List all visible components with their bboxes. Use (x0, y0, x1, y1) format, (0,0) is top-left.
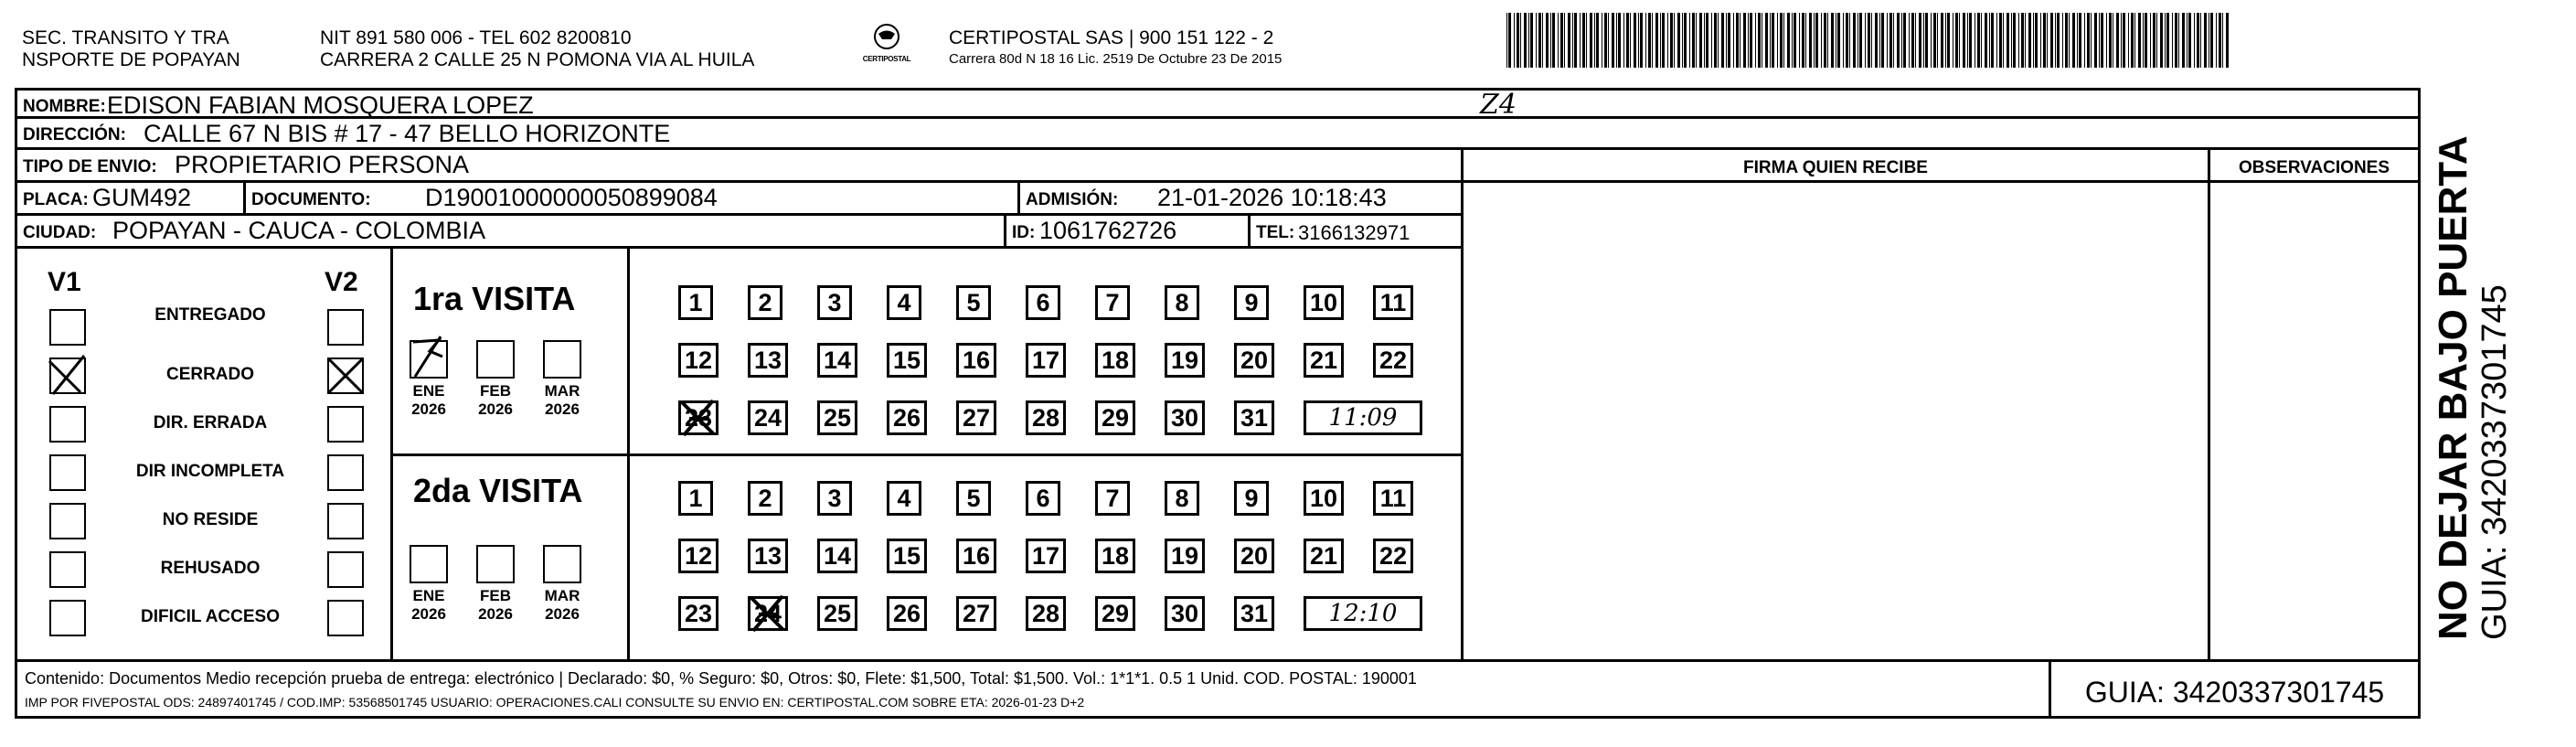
tipo-label: TIPO DE ENVIO: (23, 157, 157, 176)
day-box[interactable]: 24 (748, 400, 788, 435)
day-box[interactable]: 27 (956, 400, 996, 435)
v1-cerrado-mark (44, 352, 90, 398)
day-box[interactable]: 11 (1373, 481, 1413, 516)
day-box[interactable]: 23 (678, 400, 719, 435)
status-label: ENTREGADO (154, 305, 266, 325)
v1-checkbox[interactable] (49, 454, 86, 491)
day-box[interactable]: 20 (1234, 343, 1274, 378)
direccion-label: DIRECCIÓN: (23, 125, 126, 144)
day-box[interactable]: 12 (678, 539, 719, 573)
day-box[interactable]: 1 (678, 285, 713, 320)
v1-checkbox[interactable] (49, 309, 86, 346)
month-name: FEB (480, 587, 511, 604)
day-box[interactable]: 18 (1095, 343, 1135, 378)
day-box[interactable]: 11 (1373, 285, 1413, 320)
tipo-row (15, 150, 1464, 183)
month-name: ENE (412, 587, 445, 604)
v1-label: V1 (48, 267, 81, 297)
day-box[interactable]: 30 (1165, 400, 1205, 435)
day-box[interactable]: 2 (748, 481, 782, 516)
month-name: MAR (544, 587, 580, 604)
certipostal-logo (855, 22, 919, 68)
day-box[interactable]: 10 (1304, 285, 1344, 320)
month-label (468, 587, 523, 624)
month-checkbox[interactable] (410, 545, 448, 583)
placa-value: GUM492 (92, 184, 192, 211)
direccion-value: CALLE 67 N BIS # 17 - 47 BELLO HORIZONTE (144, 120, 671, 147)
v2-cerrado-mark (327, 357, 364, 394)
logo-text: CERTIPOSTAL (862, 55, 911, 63)
month-checkbox[interactable] (476, 340, 515, 379)
direccion-row (15, 119, 2421, 150)
day-box[interactable]: 28 (1026, 596, 1066, 631)
day-box[interactable]: 22 (1373, 539, 1413, 573)
firma-header (1461, 150, 2210, 183)
day-box[interactable]: 31 (1234, 400, 1274, 435)
day-box[interactable]: 29 (1095, 400, 1135, 435)
day-box[interactable]: 25 (817, 400, 857, 435)
day-box[interactable]: 17 (1026, 343, 1066, 378)
v2-checkbox[interactable] (327, 503, 364, 539)
v2-checkbox[interactable] (327, 454, 364, 491)
visit1-title: 1ra VISITA (413, 280, 576, 317)
side-guia: GUIA: 3420337301745 (2475, 284, 2514, 640)
observaciones-header (2208, 150, 2421, 183)
carrier-line-2: Carrera 80d N 18 16 Lic. 2519 De Octubre 23 De 2015 (949, 51, 1283, 67)
month-label (401, 382, 456, 419)
day-box[interactable]: 15 (887, 539, 927, 573)
day-box[interactable]: 19 (1165, 343, 1205, 378)
admision-label: ADMISIÓN: (1026, 190, 1119, 209)
tel-cell (1248, 216, 1464, 249)
day-box[interactable]: 23 (678, 596, 719, 631)
month-year: 2026 (545, 400, 580, 418)
month-year: 2026 (411, 605, 446, 623)
observaciones-label: OBSERVACIONES (2238, 158, 2390, 177)
tipo-value: PROPIETARIO PERSONA (175, 151, 470, 178)
day-mark (746, 592, 788, 635)
day-box[interactable]: 29 (1095, 596, 1135, 631)
firma-area (1461, 180, 2210, 662)
footer-guia-cell (2049, 659, 2421, 719)
day-box[interactable]: 8 (1165, 481, 1199, 516)
v1-checkbox[interactable] (49, 600, 86, 636)
day-box[interactable]: 5 (956, 481, 991, 516)
day-box[interactable]: 15 (887, 343, 927, 378)
month-label (468, 382, 523, 419)
month-label (535, 382, 590, 419)
tel-label: TEL: (1256, 223, 1295, 242)
day-box[interactable]: 30 (1165, 596, 1205, 631)
day-box[interactable]: 5 (956, 285, 991, 320)
firma-label: FIRMA QUIEN RECIBE (1743, 158, 1928, 177)
day-box[interactable]: 2 (748, 285, 782, 320)
month-year: 2026 (478, 400, 513, 418)
month-mark (406, 333, 452, 382)
day-box[interactable]: 14 (817, 539, 857, 573)
day-box[interactable]: 16 (956, 539, 996, 573)
month-year: 2026 (478, 605, 513, 623)
day-box[interactable]: 7 (1095, 481, 1130, 516)
day-box[interactable]: 13 (748, 343, 788, 378)
day-box[interactable]: 8 (1165, 285, 1199, 320)
observaciones-area (2208, 180, 2421, 662)
visit2-title: 2da VISITA (413, 472, 583, 509)
status-label: DIR INCOMPLETA (135, 462, 285, 481)
carrier-info (949, 27, 1282, 68)
admision-cell (1017, 183, 1464, 216)
side-warning: NO DEJAR BAJO PUERTA (2431, 135, 2475, 640)
id-label: ID: (1012, 223, 1036, 242)
day-mark (676, 397, 719, 439)
day-box[interactable]: 9 (1234, 285, 1269, 320)
nombre-value: EDISON FABIAN MOSQUERA LOPEZ (107, 91, 534, 119)
day-box[interactable]: 13 (748, 539, 788, 573)
id-cell (1004, 216, 1251, 249)
day-box[interactable]: 19 (1165, 539, 1205, 573)
nombre-row (15, 88, 2421, 119)
v2-label: V2 (325, 267, 358, 297)
month-year: 2026 (411, 400, 446, 418)
day-box[interactable]: 10 (1304, 481, 1344, 516)
documento-label: DOCUMENTO: (251, 190, 371, 209)
v2-checkbox[interactable] (327, 551, 364, 588)
ciudad-label: CIUDAD: (23, 223, 97, 242)
v1-checkbox[interactable] (49, 551, 86, 588)
org-line-1: SEC. TRANSITO Y TRA (22, 27, 229, 48)
tel-value: 3166132971 (1298, 221, 1410, 244)
status-label: DIFICIL ACCESO (140, 607, 280, 626)
day-box[interactable]: 7 (1095, 285, 1130, 320)
status-label: NO RESIDE (162, 510, 259, 529)
day-box[interactable]: 21 (1304, 343, 1344, 378)
day-box[interactable]: 6 (1026, 285, 1060, 320)
day-box[interactable]: 21 (1304, 539, 1344, 573)
footer-line-1: Contenido: Documentos Medio recepción prueba de entrega: electrónico | Declarado: $0, % Seguro: $0, Otros: $0, Flete: $1,500, Total: $1,500. Vol.: 1*1*1. 0.5 1 Unid. COD. POSTAL: 190001 (25, 669, 1417, 688)
placa-label: PLACA: (23, 190, 89, 209)
month-name: MAR (544, 382, 580, 400)
id-value: 1061762726 (1039, 217, 1177, 244)
day-box[interactable]: 22 (1373, 343, 1413, 378)
day-box[interactable]: 3 (817, 481, 852, 516)
v2-checkbox[interactable] (327, 406, 364, 443)
day-box[interactable]: 14 (817, 343, 857, 378)
day-box[interactable]: 6 (1026, 481, 1060, 516)
day-box[interactable]: 1 (678, 481, 713, 516)
day-box[interactable]: 27 (956, 596, 996, 631)
documento-cell (243, 183, 1020, 216)
day-box[interactable]: 18 (1095, 539, 1135, 573)
month-name: FEB (480, 382, 511, 400)
v1-checkbox[interactable] (49, 406, 86, 443)
status-label: DIR. ERRADA (153, 413, 268, 432)
status-label: CERRADO (165, 365, 255, 384)
day-box[interactable]: 20 (1234, 539, 1274, 573)
documento-value: D19001000000050899084 (425, 184, 718, 211)
address-line: CARRERA 2 CALLE 25 N POMONA VIA AL HUILA (320, 49, 755, 70)
month-checkbox[interactable] (476, 545, 515, 583)
org-line-2: NSPORTE DE POPAYAN (22, 49, 240, 70)
footer-guia: GUIA: 3420337301745 (2084, 676, 2385, 709)
nit-line: NIT 891 580 006 - TEL 602 8200810 (320, 27, 632, 48)
day-box[interactable]: 9 (1234, 481, 1269, 516)
handwritten-note: Z4 (1480, 89, 1517, 121)
month-label (535, 587, 590, 624)
day-box[interactable]: 26 (887, 400, 927, 435)
day-box[interactable]: 25 (817, 596, 857, 631)
org-contact (320, 27, 754, 71)
day-box[interactable]: 31 (1234, 596, 1274, 631)
side-text (2432, 73, 2541, 640)
nombre-label: NOMBRE: (23, 97, 106, 116)
footer-line-2: IMP POR FIVEPOSTAL ODS: 24897401745 / COD.IMP: 53568501745 USUARIO: OPERACIONES.CALI CONSULTE SU ENVIO EN: CERTIPOSTAL.COM SOBRE ETA: 2026-01-23 D+2 (25, 695, 1085, 710)
day-box[interactable]: 16 (956, 343, 996, 378)
carrier-line-1: CERTIPOSTAL SAS | 900 151 122 - 2 (949, 27, 1274, 48)
ciudad-value: POPAYAN - CAUCA - COLOMBIA (112, 217, 486, 244)
month-checkbox[interactable] (543, 340, 581, 379)
month-name: ENE (412, 382, 445, 400)
v2-checkbox[interactable] (327, 309, 364, 346)
day-box[interactable]: 4 (887, 285, 921, 320)
day-box[interactable]: 12 (678, 343, 719, 378)
day-box[interactable]: 17 (1026, 539, 1066, 573)
day-box[interactable]: 4 (887, 481, 921, 516)
day-box[interactable]: 26 (887, 596, 927, 631)
barcode (1506, 13, 2229, 68)
admision-value: 21-01-2026 10:18:43 (1157, 184, 1387, 211)
org-name (22, 27, 240, 71)
month-checkbox[interactable] (543, 545, 581, 583)
v2-checkbox[interactable] (327, 600, 364, 636)
visit-time[interactable]: 12:10 (1304, 596, 1422, 631)
month-label (401, 587, 456, 624)
day-box[interactable]: 28 (1026, 400, 1066, 435)
status-label: REHUSADO (160, 559, 261, 578)
day-box[interactable]: 3 (817, 285, 852, 320)
visit-time[interactable]: 11:09 (1304, 400, 1422, 435)
month-year: 2026 (545, 605, 580, 623)
v1-checkbox[interactable] (49, 503, 86, 539)
day-box[interactable]: 24 (748, 596, 788, 631)
